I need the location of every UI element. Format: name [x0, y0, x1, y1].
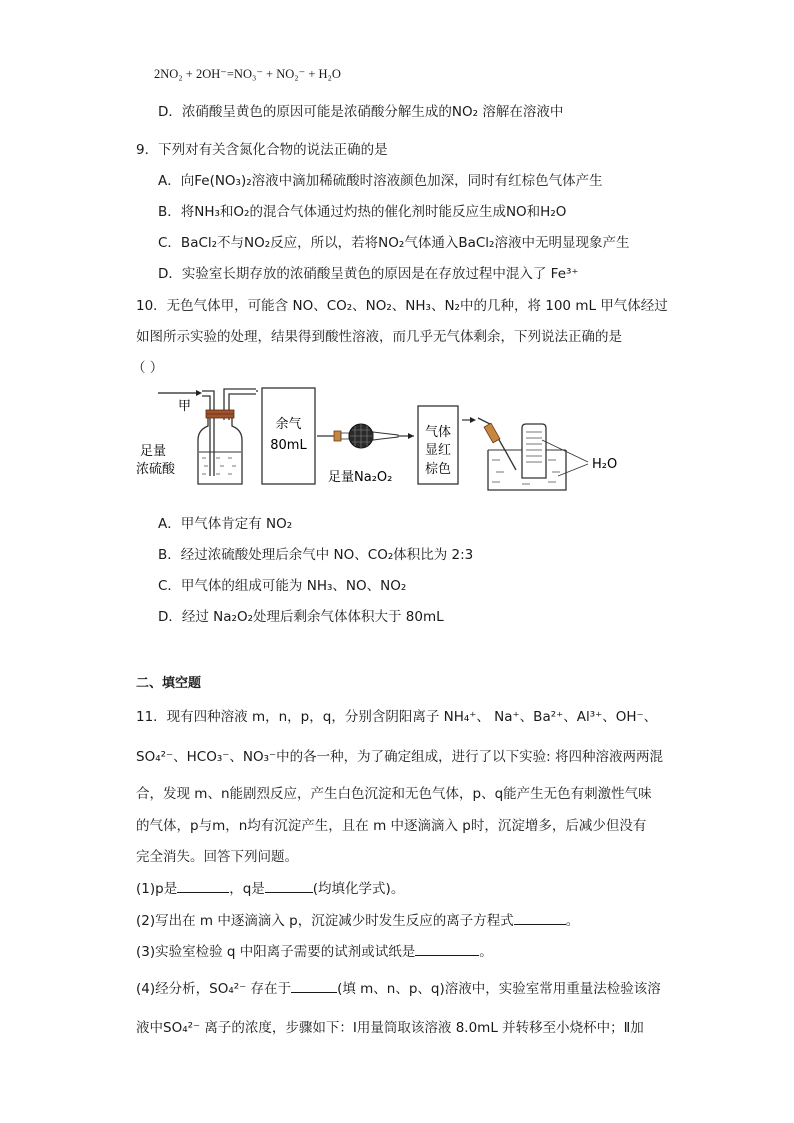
- box1-line2: 80mL: [270, 438, 307, 453]
- answer-blank-solution[interactable]: [291, 978, 337, 993]
- part2-text-a: (2)写出在 m 中逐滴滴入 p，沉淀减少时发生反应的离子方程式: [136, 913, 514, 929]
- q10-option-c: C．甲气体的组成可能为 NH₃、NO、NO₂: [158, 578, 407, 594]
- part3-text-a: (3)实验室检验 q 中阳离子需要的试剂或试纸是: [136, 944, 416, 960]
- q9-option-d: D．实验室长期存放的浓硝酸呈黄色的原因是在存放过程中混入了 Fe³⁺: [158, 266, 579, 282]
- gas-jia-label: 甲: [178, 399, 192, 414]
- part1-text-c: (均填化学式)。: [312, 881, 405, 897]
- q11-line3: 合，发现 m、n能剧烈反应，产生白色沉淀和无色气体，p、q能产生无色有刺激性气味: [136, 786, 652, 802]
- box2-line3: 棕色: [424, 462, 452, 477]
- answer-blank-p[interactable]: [177, 878, 229, 893]
- box2-line1: 气体: [424, 425, 452, 440]
- q9-option-a: A．向Fe(NO₃)₂溶液中滴加稀硫酸时溶液颜色加深，同时有红棕色气体产生: [158, 173, 603, 189]
- q11-part3: [136, 941, 493, 962]
- connector-left: [334, 431, 341, 441]
- q11-part1: [136, 878, 404, 899]
- q9-option-c: C．BaCl₂不与NO₂反应，所以，若将NO₂气体通入BaCl₂溶液中无明显现象产生: [158, 235, 630, 251]
- box2-line2: 显红: [424, 443, 452, 458]
- q10-option-a: A．甲气体肯定有 NO₂: [158, 516, 293, 532]
- q9-option-b: B．将NH₃和O₂的混合气体通过灼热的催化剂时能反应生成NO和H₂O: [158, 204, 567, 220]
- part4-text-b: (填 m、n、p、q)溶液中，实验室常用重量法检验该溶: [337, 981, 661, 997]
- delivery-tube: [478, 418, 516, 470]
- water-label: H₂O: [592, 457, 618, 472]
- q11-part2: [136, 910, 579, 931]
- q11-line5: 完全消失。回答下列问题。: [136, 849, 298, 865]
- acid-label-2: 浓硫酸: [136, 462, 176, 477]
- q11-line2: SO₄²⁻、HCO₃⁻、NO₃⁻中的各一种，为了确定组成，进行了以下实验: 将四种溶液两两混: [136, 749, 663, 765]
- acid-liquid: [202, 458, 236, 474]
- part4-text-a: (4)经分析，SO₄²⁻ 存在于: [136, 981, 292, 997]
- box1-line1: 余气: [275, 417, 302, 432]
- part1-text-a: (1)p是: [136, 881, 178, 897]
- arrowhead-icon: [408, 433, 414, 439]
- equation-line: 2NO₂ + 2OH⁻=NO₃⁻ + NO₂⁻ + H₂O: [154, 67, 341, 81]
- q11-line1: 11．现有四种溶液 m，n，p，q，分别含阴阳离子 NH₄⁺、 Na⁺、Ba²⁺、Al³⁺、OH⁻、: [136, 709, 658, 725]
- answer-blank-reagent[interactable]: [415, 941, 479, 956]
- rubber-connector: [484, 423, 500, 443]
- part1-text-b: ，q是: [229, 881, 265, 897]
- q11-line4: 的气体，p与m，n均有沉淀产生，且在 m 中逐滴滴入 p时，沉淀增多，后减少但没有: [136, 818, 647, 834]
- drying-tube-neck: [373, 432, 398, 440]
- apparatus-figure: [136, 380, 630, 498]
- answer-blank-equation[interactable]: [514, 910, 566, 925]
- part3-text-b: 。: [479, 944, 493, 960]
- part2-text-b: 。: [565, 913, 580, 929]
- na2o2-label: 足量Na₂O₂: [328, 470, 393, 485]
- section-heading: 二、填空题: [136, 676, 202, 691]
- answer-blank-q[interactable]: [265, 878, 313, 893]
- q10-answer-paren: （ ）: [132, 360, 164, 376]
- q10-option-d: D．经过 Na₂O₂处理后剩余气体体积大于 80mL: [158, 609, 444, 625]
- q11-part4: [136, 978, 661, 999]
- q10-stem-line2: 如图所示实验的处理，结果得到酸性溶液，而几乎无气体剩余，下列说法正确的是: [136, 329, 622, 345]
- inlet-tube: [202, 391, 214, 476]
- q9-stem: 9．下列对有关含氮化合物的说法正确的是: [136, 142, 388, 158]
- q8-option-d: D．浓硝酸呈黄色的原因可能是浓硝酸分解生成的NO₂ 溶解在溶液中: [158, 104, 564, 120]
- q10-option-b: B．经过浓硫酸处理后余气中 NO、CO₂体积比为 2:3: [158, 547, 474, 563]
- remaining-gas-box: [262, 388, 315, 484]
- acid-label-1: 足量: [140, 444, 167, 459]
- arrowhead-icon: [196, 390, 202, 396]
- q10-stem-line1: 10．无色气体甲，可能含 NO、CO₂、NO₂、NH₃、N₂中的几种，将 100 mL 甲气体经过: [136, 298, 668, 314]
- q11-part4-cont: 液中SO₄²⁻ 离子的浓度，步骤如下：Ⅰ用量筒取该溶液 8.0mL 并转移至小烧杯中；Ⅱ加: [136, 1020, 644, 1036]
